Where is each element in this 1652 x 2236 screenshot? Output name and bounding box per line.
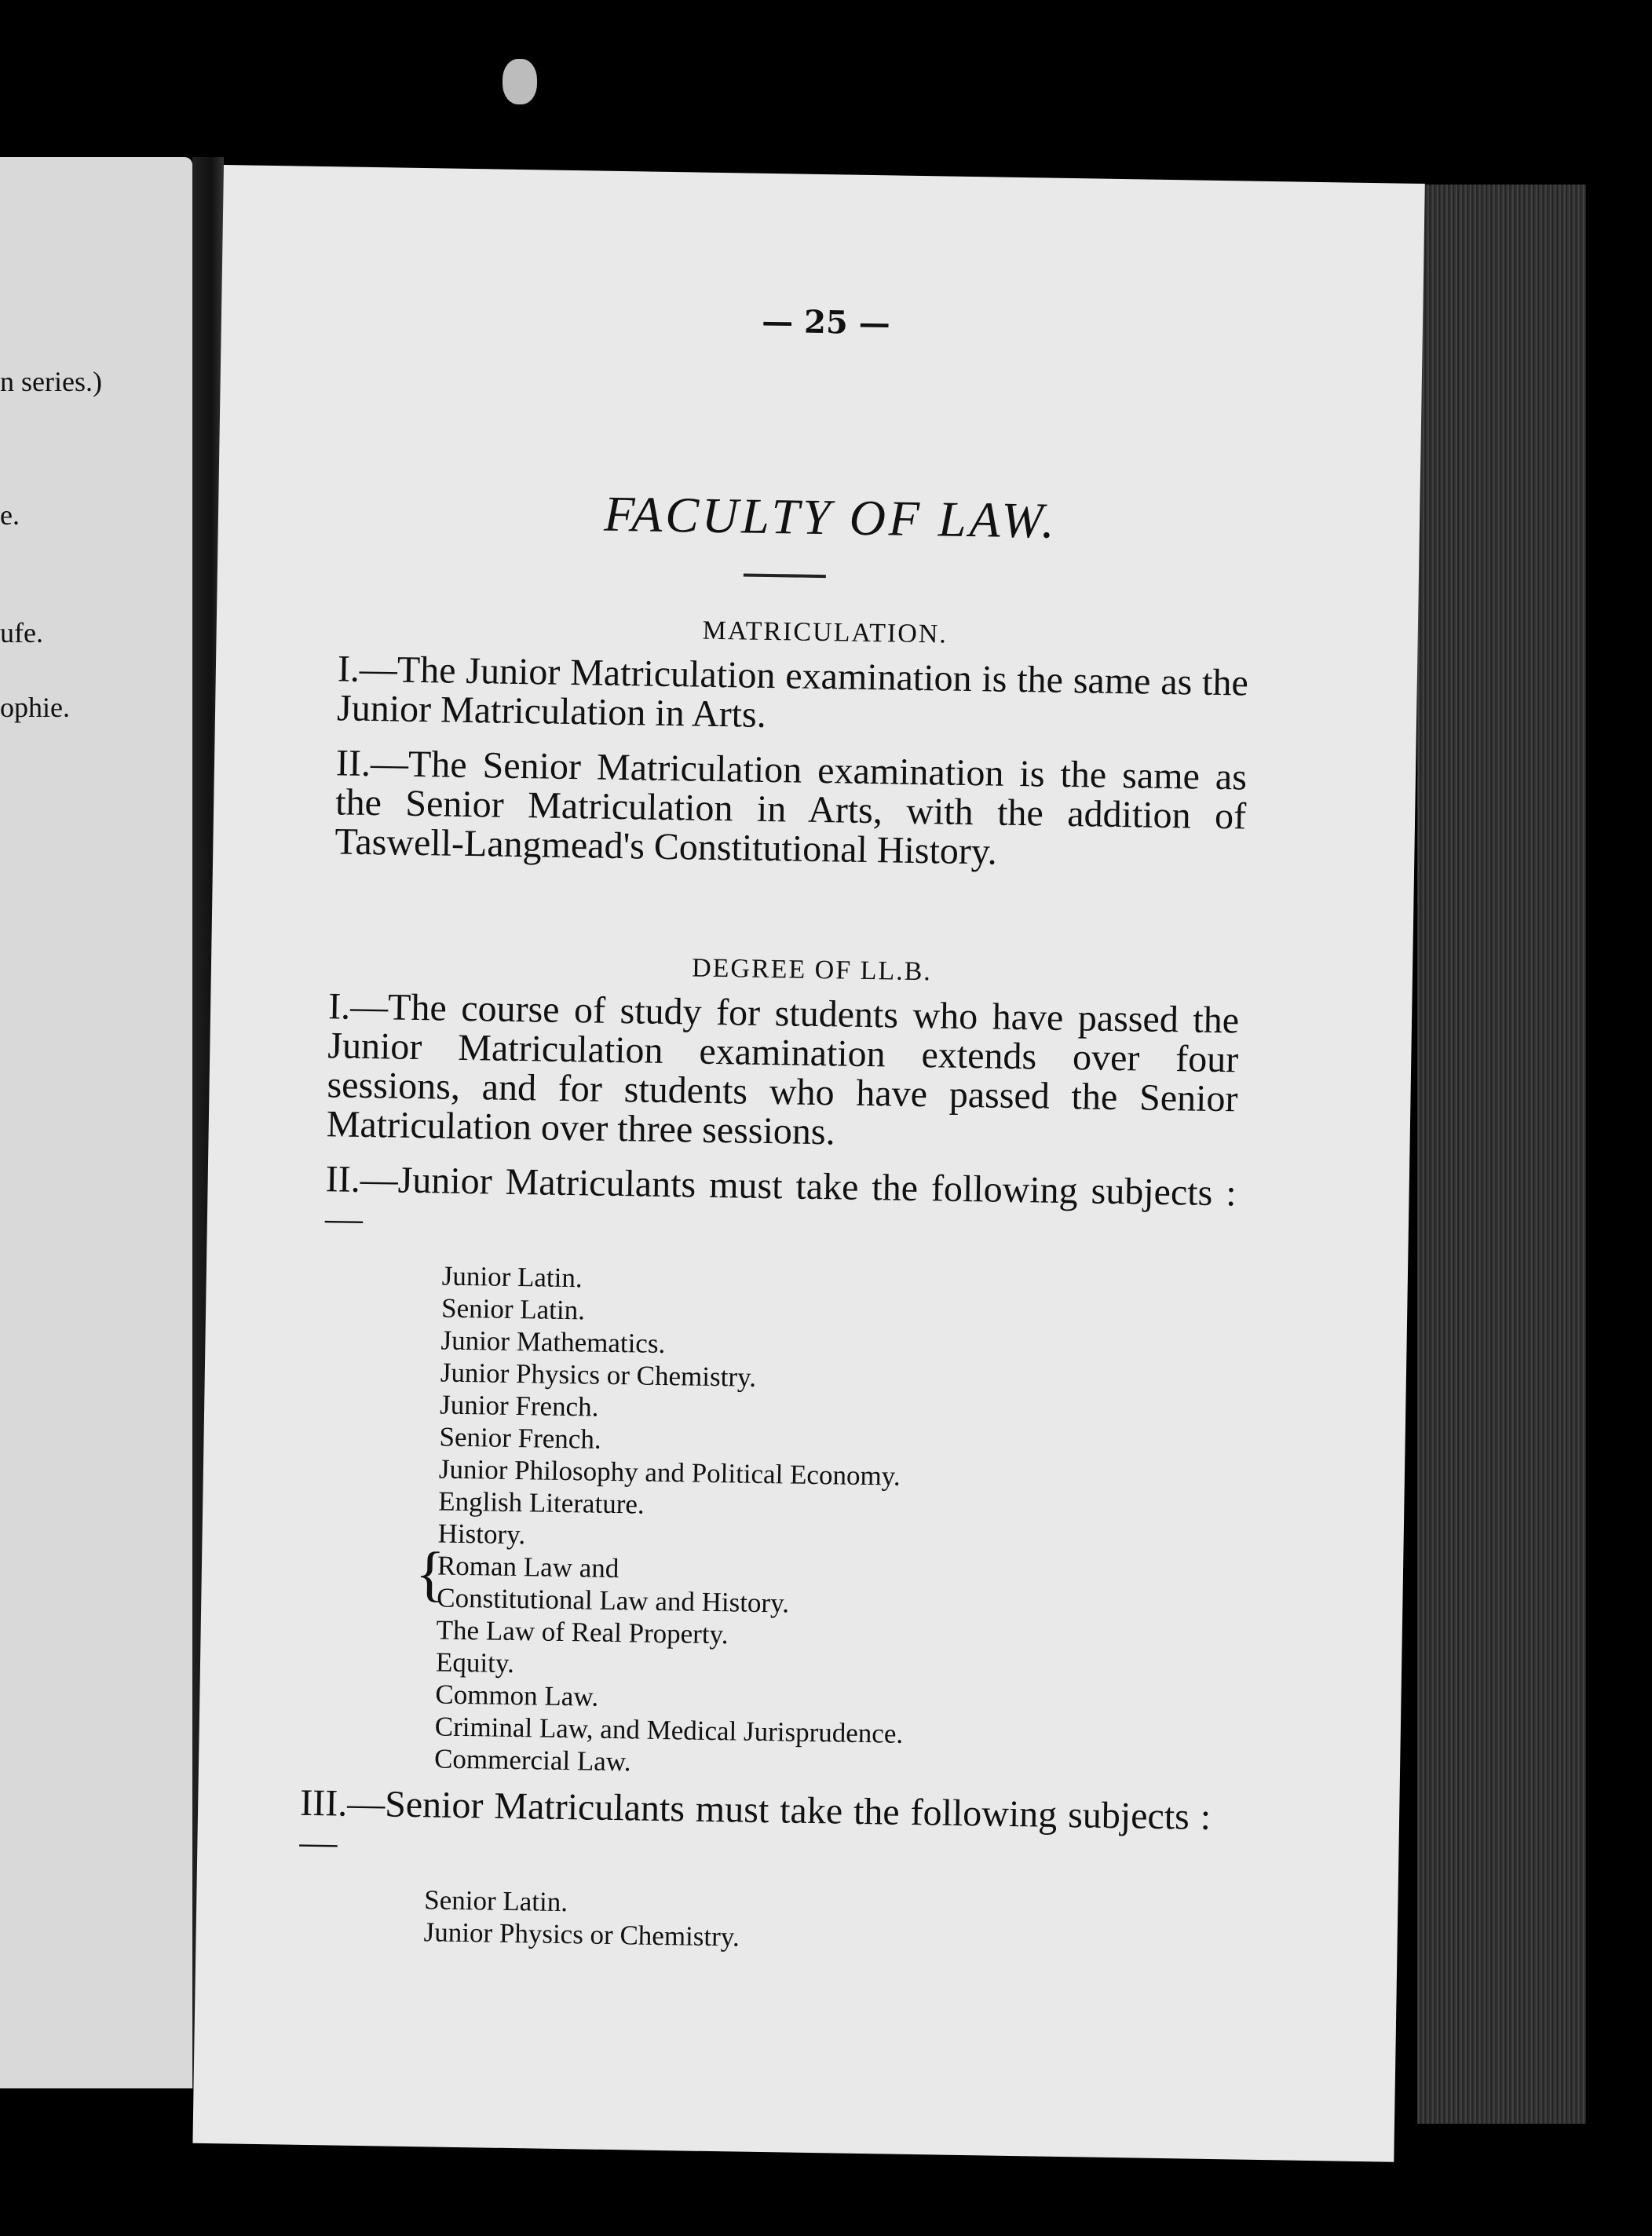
dust-speck	[503, 59, 537, 104]
paragraph-text: II.—Junior Matriculants must take the following subjects :—	[324, 1158, 1237, 1240]
list-item: Equity.	[435, 1646, 515, 1679]
list-item: English Literature.	[437, 1485, 645, 1520]
section-heading-degree: DEGREE OF LL.B.	[691, 953, 933, 987]
list-item: Junior Mathematics.	[440, 1324, 666, 1360]
paragraph-junior-matriculants	[286, 1159, 1237, 1252]
left-page-line: ophie.	[0, 692, 70, 723]
list-item: Junior Physics or Chemistry.	[423, 1916, 740, 1953]
list-item: Senior French.	[439, 1421, 601, 1455]
list-item: History.	[437, 1518, 526, 1551]
page-fore-edge	[1417, 185, 1586, 2124]
list-item: Senior Latin.	[424, 1884, 568, 1918]
paragraph-junior-matriculation	[298, 649, 1248, 743]
list-item: Constitutional Law and History.	[437, 1582, 790, 1619]
title-rule	[744, 573, 826, 578]
list-item: Criminal Law, and Medical Jurisprudence.	[434, 1711, 904, 1749]
list-item: Junior Physics or Chemistry.	[440, 1357, 757, 1393]
page-title: FACULTY OF LAW.	[603, 485, 1058, 549]
left-facing-page	[0, 157, 192, 2088]
book-page	[192, 165, 1424, 2162]
list-item: Common Law.	[435, 1679, 599, 1712]
paragraph-senior-matriculation	[295, 744, 1247, 876]
brace-mark: {	[415, 1539, 445, 1608]
left-page-line: n series.)	[0, 366, 102, 397]
list-item: The Law of Real Property.	[436, 1614, 729, 1650]
senior-subjects-list	[423, 1883, 740, 1953]
list-item: Commercial Law.	[433, 1743, 631, 1777]
paragraph-senior-matriculants	[260, 1783, 1211, 1876]
paragraph-text: I.—The course of study for students who have passed the Junior Matriculation examination extends over four sessions, and for students who have passed the Senior Matriculation over three sessions.	[326, 985, 1240, 1153]
list-item: Junior Latin.	[441, 1260, 583, 1294]
page-number: — 25 —	[761, 302, 891, 342]
list-item: Junior Philosophy and Political Economy.	[438, 1453, 901, 1492]
junior-subjects-list	[434, 1260, 911, 1782]
paragraph-course-of-study	[287, 986, 1239, 1158]
left-page-line: e.	[0, 499, 20, 531]
paragraph-text: I.—The Junior Matriculation examination is the same as the Junior Matriculation in Arts.	[336, 648, 1249, 736]
paragraph-text: III.—Senior Matriculants must take the following subjects :—	[299, 1781, 1212, 1864]
paragraph-text: II.—The Senior Matriculation examination is the same as the Senior Matriculation in Arts, with the addition of Taswell-Langmead's Constitutional History.	[334, 742, 1248, 873]
section-heading-matriculation: MATRICULATION.	[702, 616, 948, 649]
list-item: Junior French.	[439, 1389, 599, 1423]
list-item: Roman Law and	[437, 1550, 620, 1584]
list-item: Senior Latin.	[440, 1292, 586, 1326]
left-page-line: ufe.	[0, 617, 43, 649]
